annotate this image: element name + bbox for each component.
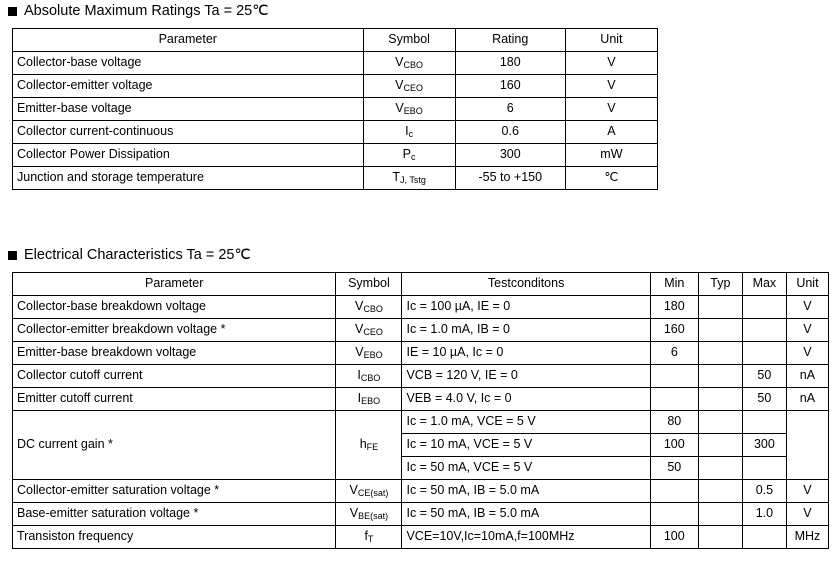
electrical-title-text: Electrical Characteristics Ta = 25℃ — [24, 247, 251, 263]
cell-min: 100 — [650, 434, 698, 457]
cell-parameter: DC current gain * — [13, 411, 336, 480]
table-row — [13, 526, 829, 549]
cell-parameter: Transiston frequency — [13, 526, 336, 549]
cell-unit: V — [786, 319, 828, 342]
symbol-sub: c — [411, 152, 416, 163]
symbol-sub: FE — [366, 442, 379, 453]
abs-max-ratings-table — [12, 28, 658, 190]
cell-parameter: Emitter cutoff current — [13, 388, 336, 411]
cell-typ — [698, 296, 742, 319]
table-row — [13, 144, 658, 167]
cell-condition: Ic = 50 mA, VCE = 5 V — [402, 457, 650, 480]
cell-typ — [698, 526, 742, 549]
cell-parameter: Collector Power Dissipation — [13, 144, 364, 167]
cell-max — [742, 319, 786, 342]
cell-rating: 0.6 — [455, 121, 565, 144]
table-row — [13, 98, 658, 121]
table-header-row — [13, 29, 658, 52]
symbol-sub: CE(sat) — [357, 488, 389, 499]
symbol-main: I — [357, 368, 361, 383]
cell-max — [742, 457, 786, 480]
cell-parameter: Collector current-continuous — [13, 121, 364, 144]
cell-max: 1.0 — [742, 503, 786, 526]
cell-condition: Ic = 1.0 mA, VCE = 5 V — [402, 411, 650, 434]
cell-min: 80 — [650, 411, 698, 434]
symbol-main: V — [355, 345, 364, 360]
cell-max: 300 — [742, 434, 786, 457]
table-row — [13, 296, 829, 319]
table-row — [13, 319, 829, 342]
cell-condition: Ic = 50 mA, IB = 5.0 mA — [402, 503, 650, 526]
cell-rating: -55 to +150 — [455, 167, 565, 190]
cell-min: 6 — [650, 342, 698, 365]
table-row — [13, 342, 829, 365]
cell-unit: V — [565, 52, 657, 75]
table-row — [13, 52, 658, 75]
symbol-sub: EBO — [361, 396, 381, 407]
symbol-sub: CBO — [363, 304, 383, 315]
symbol-main: f — [364, 529, 368, 544]
col-header-symbol: Symbol — [336, 273, 402, 296]
cell-unit: V — [565, 75, 657, 98]
cell-condition: Ic = 10 mA, VCE = 5 V — [402, 434, 650, 457]
cell-condition: Ic = 1.0 mA, IB = 0 — [402, 319, 650, 342]
cell-symbol — [363, 52, 455, 75]
col-header-typ: Typ — [698, 273, 742, 296]
cell-min — [650, 480, 698, 503]
cell-parameter: Emitter-base breakdown voltage — [13, 342, 336, 365]
symbol-sub: EBO — [363, 350, 383, 361]
cell-unit — [786, 411, 828, 480]
cell-condition: VCE=10V,Ic=10mA,f=100MHz — [402, 526, 650, 549]
cell-symbol — [336, 480, 402, 503]
cell-unit: nA — [786, 365, 828, 388]
col-header-unit: Unit — [786, 273, 828, 296]
symbol-main: V — [395, 55, 404, 70]
symbol-sub: T — [367, 534, 374, 545]
cell-typ — [698, 434, 742, 457]
table-row — [13, 167, 658, 190]
cell-condition: Ic = 100 µA, IE = 0 — [402, 296, 650, 319]
cell-unit: nA — [786, 388, 828, 411]
cell-min: 160 — [650, 319, 698, 342]
cell-min: 180 — [650, 296, 698, 319]
symbol-sub: BE(sat) — [358, 511, 389, 522]
cell-unit: V — [786, 503, 828, 526]
cell-unit: ℃ — [565, 167, 657, 190]
cell-rating: 180 — [455, 52, 565, 75]
cell-min: 50 — [650, 457, 698, 480]
cell-symbol — [336, 365, 402, 388]
symbol-main: V — [395, 101, 404, 116]
cell-symbol — [336, 411, 402, 480]
symbol-main: I — [357, 391, 362, 406]
cell-typ — [698, 411, 742, 434]
cell-min — [650, 365, 698, 388]
symbol-main: P — [402, 147, 412, 162]
cell-min — [650, 388, 698, 411]
col-header-parameter: Parameter — [13, 273, 336, 296]
cell-rating: 160 — [455, 75, 565, 98]
symbol-sub: CBO — [360, 373, 381, 384]
col-header-unit: Unit — [565, 29, 657, 52]
table-row — [13, 75, 658, 98]
cell-min — [650, 503, 698, 526]
col-header-symbol: Symbol — [363, 29, 455, 52]
symbol-sub: EBO — [403, 106, 423, 117]
cell-max — [742, 411, 786, 434]
symbol-main: V — [395, 78, 404, 93]
cell-max: 50 — [742, 365, 786, 388]
cell-unit: mW — [565, 144, 657, 167]
cell-parameter: Collector cutoff current — [13, 365, 336, 388]
col-header-min: Min — [650, 273, 698, 296]
cell-unit: A — [565, 121, 657, 144]
symbol-main: V — [349, 483, 358, 498]
abs-max-section-title — [8, 3, 269, 19]
table-header-row — [13, 273, 829, 296]
symbol-main: V — [355, 299, 364, 314]
cell-typ — [698, 365, 742, 388]
symbol-sub: CEO — [363, 327, 383, 338]
cell-unit: V — [565, 98, 657, 121]
cell-parameter: Base-emitter saturation voltage * — [13, 503, 336, 526]
cell-parameter: Collector-emitter voltage — [13, 75, 364, 98]
square-bullet-icon — [8, 251, 17, 260]
electrical-section-title — [8, 247, 251, 263]
cell-symbol — [336, 388, 402, 411]
cell-unit: V — [786, 296, 828, 319]
table-row — [13, 121, 658, 144]
col-header-parameter: Parameter — [13, 29, 364, 52]
cell-max — [742, 342, 786, 365]
cell-max: 50 — [742, 388, 786, 411]
cell-parameter: Emitter-base voltage — [13, 98, 364, 121]
cell-condition: VEB = 4.0 V, Ic = 0 — [402, 388, 650, 411]
symbol-main: T — [392, 170, 400, 185]
cell-symbol — [336, 342, 402, 365]
cell-typ — [698, 319, 742, 342]
cell-typ — [698, 503, 742, 526]
cell-unit: V — [786, 342, 828, 365]
table-row — [13, 480, 829, 503]
cell-parameter: Collector-emitter saturation voltage * — [13, 480, 336, 503]
cell-typ — [698, 457, 742, 480]
cell-symbol — [363, 75, 455, 98]
cell-symbol — [336, 503, 402, 526]
cell-symbol — [336, 319, 402, 342]
cell-condition: Ic = 50 mA, IB = 5.0 mA — [402, 480, 650, 503]
table-row — [13, 388, 829, 411]
cell-typ — [698, 480, 742, 503]
symbol-sub: CBO — [403, 60, 424, 71]
cell-rating: 300 — [455, 144, 565, 167]
col-header-max: Max — [742, 273, 786, 296]
cell-unit: MHz — [786, 526, 828, 549]
cell-max — [742, 526, 786, 549]
cell-parameter: Collector-base breakdown voltage — [13, 296, 336, 319]
symbol-main: V — [349, 506, 359, 521]
symbol-main: V — [355, 322, 364, 337]
cell-parameter: Collector-base voltage — [13, 52, 364, 75]
cell-unit: V — [786, 480, 828, 503]
cell-symbol — [363, 98, 455, 121]
cell-max: 0.5 — [742, 480, 786, 503]
cell-max — [742, 296, 786, 319]
cell-typ — [698, 342, 742, 365]
cell-parameter: Junction and storage temperature — [13, 167, 364, 190]
table-row — [13, 365, 829, 388]
symbol-main: h — [359, 437, 367, 452]
electrical-characteristics-table — [12, 272, 829, 549]
col-header-rating: Rating — [455, 29, 565, 52]
col-header-testconditions: Testconditons — [402, 273, 650, 296]
cell-symbol — [363, 121, 455, 144]
table-row — [13, 411, 829, 434]
symbol-main: I — [405, 124, 409, 139]
cell-rating: 6 — [455, 98, 565, 121]
cell-symbol — [363, 144, 455, 167]
square-bullet-icon — [8, 7, 17, 16]
symbol-sub: CEO — [403, 83, 424, 94]
symbol-sub: J, Tstg — [399, 175, 426, 186]
cell-parameter: Collector-emitter breakdown voltage * — [13, 319, 336, 342]
cell-condition: VCB = 120 V, IE = 0 — [402, 365, 650, 388]
cell-symbol — [336, 526, 402, 549]
abs-max-title-text: Absolute Maximum Ratings Ta = 25℃ — [24, 3, 269, 19]
symbol-sub: c — [408, 129, 414, 140]
cell-min: 100 — [650, 526, 698, 549]
cell-condition: IE = 10 µA, Ic = 0 — [402, 342, 650, 365]
cell-symbol — [363, 167, 455, 190]
cell-typ — [698, 388, 742, 411]
table-row — [13, 503, 829, 526]
cell-symbol — [336, 296, 402, 319]
